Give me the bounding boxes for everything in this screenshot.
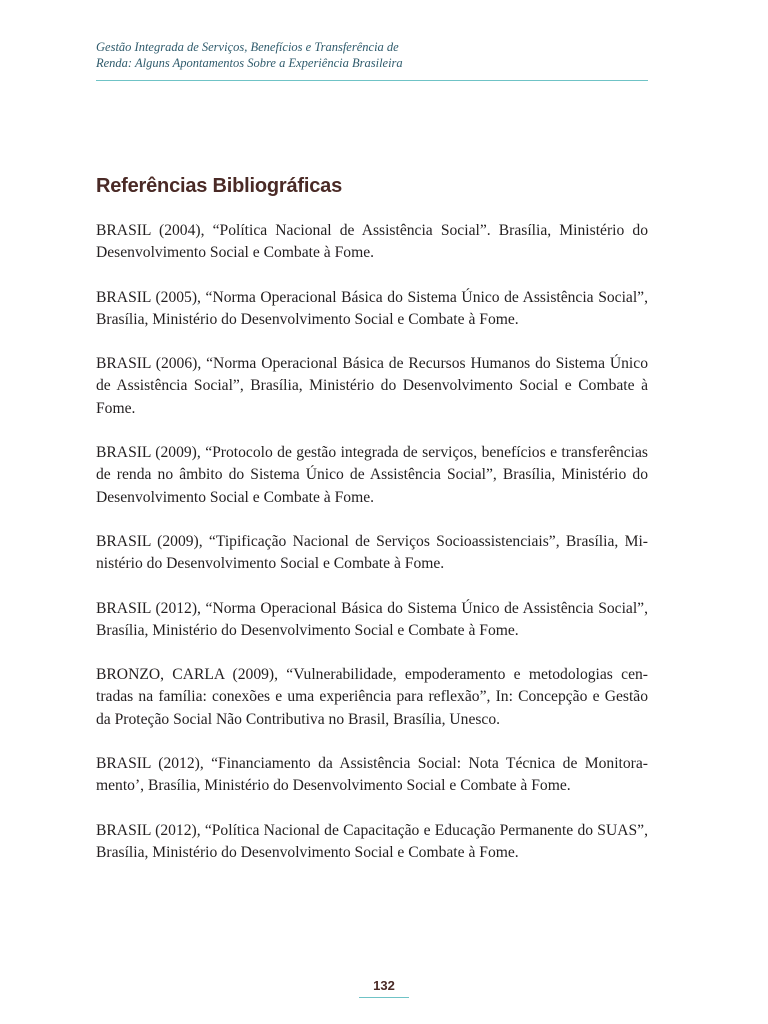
- reference-item: BRASIL (2006), “Norma Operacional Básica de Recursos Humanos do Sistema Único de Assistência Social”, Brasília, Ministério do Desenvolvimento Social e Combate à Fome.: [96, 355, 648, 417]
- running-header: [96, 39, 648, 71]
- reference-item: BRASIL (2012), “Financiamento da Assistência Social: Nota Técnica de Monitoramento’, Brasília, Ministério do Desenvolvimento Social e Combate à Fome.: [96, 755, 648, 795]
- running-header-line-2: Renda: Alguns Apontamentos Sobre a Experiência Brasileira: [96, 56, 403, 70]
- reference-list: [96, 220, 648, 886]
- reference-item: BRASIL (2004), “Política Nacional de Assistência Social”. Brasília, Ministério do Desenvolvimento Social e Combate à Fome.: [96, 222, 648, 262]
- reference-item: BRASIL (2009), “Protocolo de gestão integrada de serviços, benefícios e transferências de renda no âmbito do Sistema Único de Assistência Social”, Brasília, Ministério do Desenvolvimento Social e Combate à Fome.: [96, 444, 648, 506]
- header-divider: [96, 80, 648, 81]
- page-number-underline: [359, 997, 409, 998]
- running-header-line-1: Gestão Integrada de Serviços, Benefícios e Transferência de: [96, 40, 399, 54]
- page-number: 132: [373, 978, 395, 993]
- reference-item: BRASIL (2005), “Norma Operacional Básica do Sistema Único de Assistência Social”, Brasília, Ministério do Desenvolvimento Social e Combate à Fome.: [96, 288, 648, 328]
- reference-item: BRASIL (2012), “Política Nacional de Capacitação e Educação Permanente do SUAS”, Brasília, Ministério do Desenvolvimento Social e Combate à Fome.: [96, 821, 648, 861]
- section-title: Referências Bibliográficas: [96, 175, 343, 197]
- reference-item: BRASIL (2012), “Norma Operacional Básica do Sistema Único de Assistência Social”, Brasília, Ministério do Desenvolvimento Social e Combate à Fome.: [96, 599, 648, 639]
- reference-item: BRASIL (2009), “Tipificação Nacional de Serviços Socioassistenciais”, Brasília, Ministério do Desenvolvimento Social e Combate à Fome.: [96, 532, 648, 573]
- reference-item: BRONZO, CARLA (2009), “Vulnerabilidade, empoderamento e metodologias centradas na família: conexões e uma experiência para reflexão”, In: Concepção e Gestão da Proteção Social Não Contributiva no Brasil, Brasília, Unesco.: [96, 666, 648, 728]
